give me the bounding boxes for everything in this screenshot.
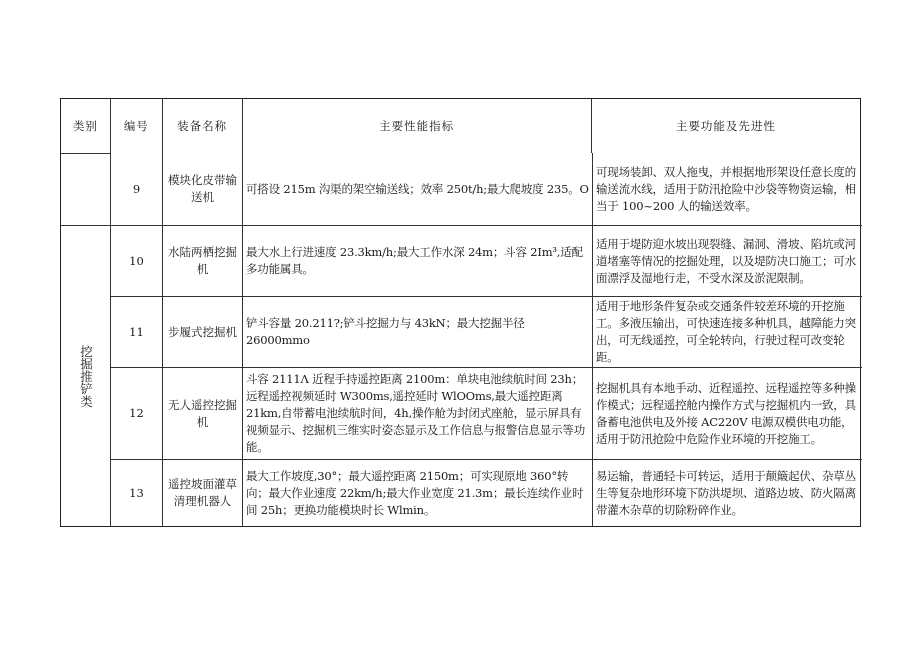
row-function: 可现场装卸、双人拖曳，并根据地形架设任意长度的输送流水线，适用于防汛抢险中沙袋等物资运输，相当于 100~200 人的输送效率。 — [592, 153, 862, 225]
header-equipment-name: 装备名称 — [162, 99, 242, 153]
header-category: 类别 — [72, 118, 98, 133]
row-equipment-name: 无人遥控挖掘机 — [162, 368, 242, 459]
row-equipment-name: 遥控坡面灌草清理机器人 — [162, 460, 242, 526]
row-performance: 斗容 2111Λ 近程手持遥控距离 2100m：单块电池续航时间 23h；远程遥控视频延时 W300ms,遥控延时 WlOOms,最大遥控距离 21km,自带蓄电池续航时间，4h,操作舱为封闭式座舱，显示屏具有视频显示、挖掘机三维实时姿态显示及工作信息与报警信息显示等功能。 — [242, 368, 592, 459]
table-row — [110, 459, 862, 526]
row-function: 适用于堤防迎水坡出现裂缝、漏洞、滑坡、陷坑或河道堵塞等情况的挖掘处理，以及堤防决口施工；可水面漂浮及湿地行走，不受水深及淤泥限制。 — [592, 226, 862, 296]
row-equipment-name: 步履式挖掘机 — [162, 297, 242, 367]
row-number: 12 — [110, 368, 162, 459]
row-number: 13 — [110, 460, 162, 526]
header-performance: 主要性能指标 — [242, 99, 591, 153]
row-performance: 最大工作坡度,30°；最大遥控距离 2150m；可实现原地 360°转向；最大作业速度 22km/h;最大作业宽度 21.3m；最长连续作业时间 25h；更换功能模块时长 Wlmin。 — [242, 460, 592, 526]
row-function: 适用于地形条件复杂或交通条件较差环境的开挖施工。多液压输出，可快速连接多种机具，越障能力突出，可无线遥控，可全轮转向，行驶过程可改变轮距。 — [592, 297, 862, 367]
row-function: 易运输，普通轻卡可转运，适用于颠簸起伏、杂草丛生等复杂地形环境下防洪堤坝、道路边坡、防火隔离带灌木杂草的切除粉碎作业。 — [592, 460, 862, 526]
category-cell-excavation — [61, 225, 110, 526]
row-performance: 最大水上行进速度 23.3km/h;最大工作水深 24m；斗容 2Im³,适配多功能属具。 — [242, 226, 592, 296]
table-header-row — [61, 99, 860, 153]
row-number: 11 — [110, 297, 162, 367]
row-function: 挖掘机具有本地手动、近程遥控、远程遥控等多种操作模式；远程遥控舱内操作方式与挖掘机内一致，具备蓄电池供电及外接 AC220V 电源双模供电功能，适用于防汛抢险中危险作业环境的开挖施工。 — [592, 368, 862, 459]
row-performance: 可搭设 215m 沟渠的架空输送线；效率 250t/h;最大爬坡度 235。O — [242, 153, 592, 225]
table-row — [110, 153, 862, 225]
row-performance: 铲斗容量 20.211?;铲斗挖掘力与 43kN；最大挖掘半径 26000mmo — [242, 297, 592, 367]
table-rows — [110, 153, 862, 526]
table-row — [110, 296, 862, 367]
table-body — [61, 153, 860, 526]
table-row — [110, 367, 862, 459]
category-label: 挖掘推铲类 — [78, 344, 94, 408]
category-cell-blank — [61, 153, 110, 225]
row-number: 10 — [110, 226, 162, 296]
header-number: 编号 — [110, 99, 162, 153]
table-row — [110, 225, 862, 296]
header-function: 主要功能及先进性 — [591, 99, 860, 153]
row-equipment-name: 水陆两栖挖掘机 — [162, 226, 242, 296]
equipment-table — [60, 98, 861, 527]
row-equipment-name: 模块化皮带输送机 — [162, 153, 242, 225]
row-number: 9 — [110, 153, 162, 225]
